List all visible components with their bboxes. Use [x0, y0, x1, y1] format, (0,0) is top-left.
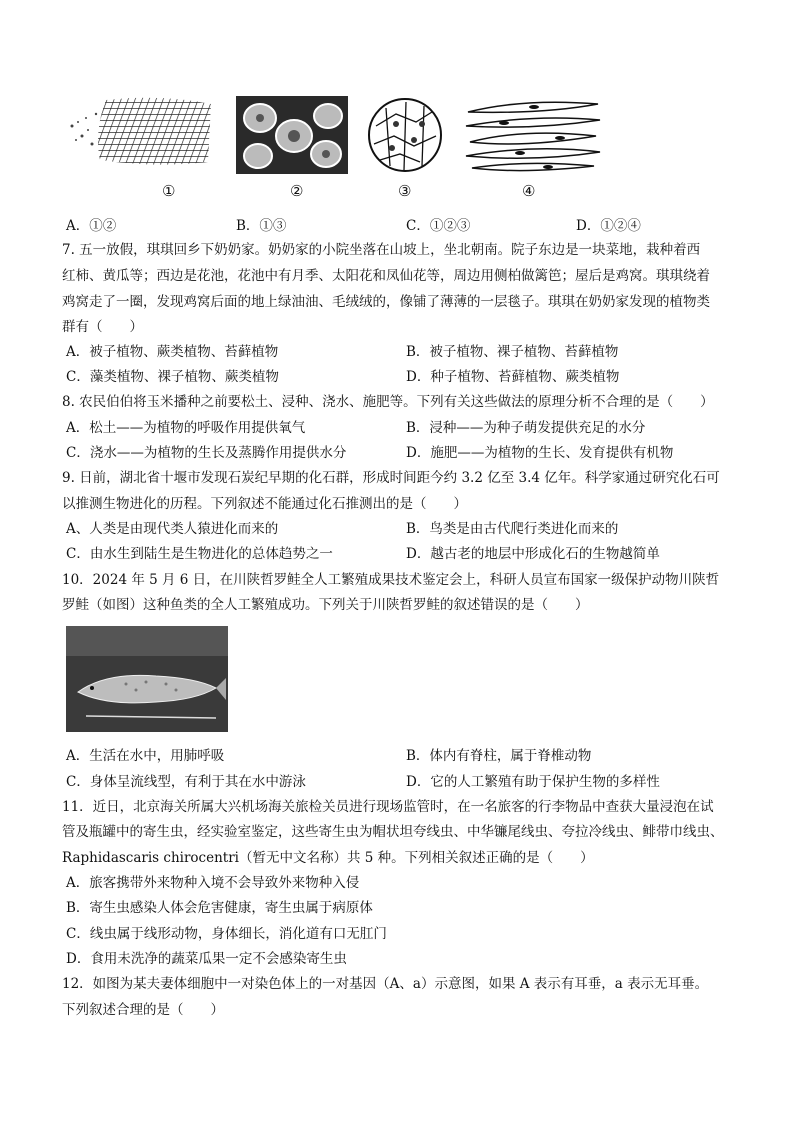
q9-option-d: D．越古老的地层中形成化石的生物越简单	[406, 546, 660, 562]
q11-stem-line-3: Raphidascaris chirocentri（暂无中文名称）共 5 种。下列相关叙述正确的是（ ）	[62, 850, 594, 866]
cell-figure-1	[66, 96, 216, 168]
q10-option-a: A．生活在水中，用肺呼吸	[66, 748, 225, 764]
q7-option-c: C．藻类植物、裸子植物、蕨类植物	[66, 369, 279, 385]
q6-option-a: A．①②	[66, 218, 117, 234]
figure-label-1: ①	[162, 182, 176, 200]
q8-option-a: A．松土——为植物的呼吸作用提供氧气	[66, 420, 306, 436]
q10-option-c: C．身体呈流线型，有利于其在水中游泳	[66, 774, 306, 790]
q11-option-b: B．寄生虫感染人体会危害健康，寄生虫属于病原体	[66, 900, 373, 916]
q8-option-c: C．浇水——为植物的生长及蒸腾作用提供水分	[66, 445, 347, 461]
plant-epidermis-image	[66, 96, 216, 168]
figure-label-2: ②	[290, 182, 304, 200]
figure-label-4: ④	[522, 182, 536, 200]
q10-option-d: D．它的人工繁殖有助于保护生物的多样性	[406, 774, 660, 790]
blood-cells-image	[236, 96, 348, 174]
q8-option-b: B．浸种——为种子萌发提供充足的水分	[406, 420, 646, 436]
q9-option-b: B．鸟类是由古代爬行类进化而来的	[406, 521, 619, 537]
cell-figure-4	[464, 96, 602, 174]
q7-option-a: A．被子植物、蕨类植物、苔藓植物	[66, 344, 279, 360]
q11-option-d: D．食用未洗净的蔬菜瓜果一定不会感染寄生虫	[66, 951, 347, 967]
q10-option-b: B．体内有脊柱，属于脊椎动物	[406, 748, 592, 764]
q7-stem-line-1: 7. 五一放假，琪琪回乡下奶奶家。奶奶家的小院坐落在山坡上，坐北朝南。院子东边是一块菜地，栽种着西	[62, 242, 701, 258]
leaf-cross-section-image	[366, 96, 444, 174]
q7-stem-line-3: 鸡窝走了一圈，发现鸡窝后面的地上绿油油、毛绒绒的，像铺了薄薄的一层毯子。琪琪在奶奶家发现的植物类	[62, 294, 710, 310]
q7-option-b: B．被子植物、裸子植物、苔藓植物	[406, 344, 619, 360]
q10-stem-line-2: 罗鲑（如图）这种鱼类的全人工繁殖成功。下列关于川陕哲罗鲑的叙述错误的是（ ）	[62, 597, 589, 613]
figure-label-3: ③	[398, 182, 412, 200]
fish-photo	[66, 626, 228, 732]
q9-stem-line-2: 以推测生物进化的历程。下列叙述不能通过化石推测出的是（ ）	[62, 496, 467, 512]
q11-stem-line-2: 管及瓶罐中的寄生虫，经实验室鉴定，这些寄生虫为帽状坦夸线虫、中华镰尾线虫、夸拉冷线虫、鲱带巾线虫、	[62, 824, 724, 840]
q9-option-c: C．由水生到陆生是生物进化的总体趋势之一	[66, 546, 333, 562]
q12-stem-line-1: 12．如图为某夫妻体细胞中一对染色体上的一对基因（A、a）示意图，如果 A 表示有耳垂，a 表示无耳垂。	[62, 976, 709, 992]
q11-option-a: A．旅客携带外来物种入境不会导致外来物种入侵	[66, 875, 360, 891]
q7-option-d: D．种子植物、苔藓植物、蕨类植物	[406, 369, 620, 385]
hucho-fish-image	[66, 626, 228, 732]
q7-stem-line-4: 群有（ ）	[62, 319, 143, 335]
q11-option-c: C．线虫属于线形动物，身体细长，消化道有口无肛门	[66, 926, 387, 942]
q12-stem-line-2: 下列叙述合理的是（ ）	[62, 1002, 224, 1018]
q11-stem-line-1: 11．近日，北京海关所属大兴机场海关旅检关员进行现场监管时，在一名旅客的行李物品中查获大量浸泡在试	[62, 799, 714, 815]
q6-option-d: D．①②④	[576, 218, 641, 234]
q6-option-c: C．①②③	[406, 218, 471, 234]
q8-option-d: D．施肥——为植物的生长、发育提供有机物	[406, 445, 674, 461]
muscle-cells-image	[464, 96, 602, 174]
q9-option-a: A、人类是由现代类人猿进化而来的	[66, 521, 279, 537]
q6-option-b: B．①③	[236, 218, 287, 234]
q7-stem-line-2: 红柿、黄瓜等；西边是花池，花池中有月季、太阳花和凤仙花等，周边用侧柏做篱笆；屋后是鸡窝。琪琪绕着	[62, 268, 710, 284]
cell-figure-2	[236, 96, 348, 174]
cell-figure-3	[366, 96, 444, 174]
q8-stem-line-1: 8. 农民伯伯将玉米播种之前要松土、浸种、浇水、施肥等。下列有关这些做法的原理分析不合理的是（ ）	[62, 394, 714, 410]
q10-stem-line-1: 10．2024 年 5 月 6 日，在川陕哲罗鲑全人工繁殖成果技术鉴定会上，科研人员宣布国家一级保护动物川陕哲	[62, 572, 720, 588]
q9-stem-line-1: 9. 日前，湖北省十堰市发现石炭纪早期的化石群，形成时间距今约 3.2 亿至 3.4 亿年。科学家通过研究化石可	[62, 470, 720, 486]
